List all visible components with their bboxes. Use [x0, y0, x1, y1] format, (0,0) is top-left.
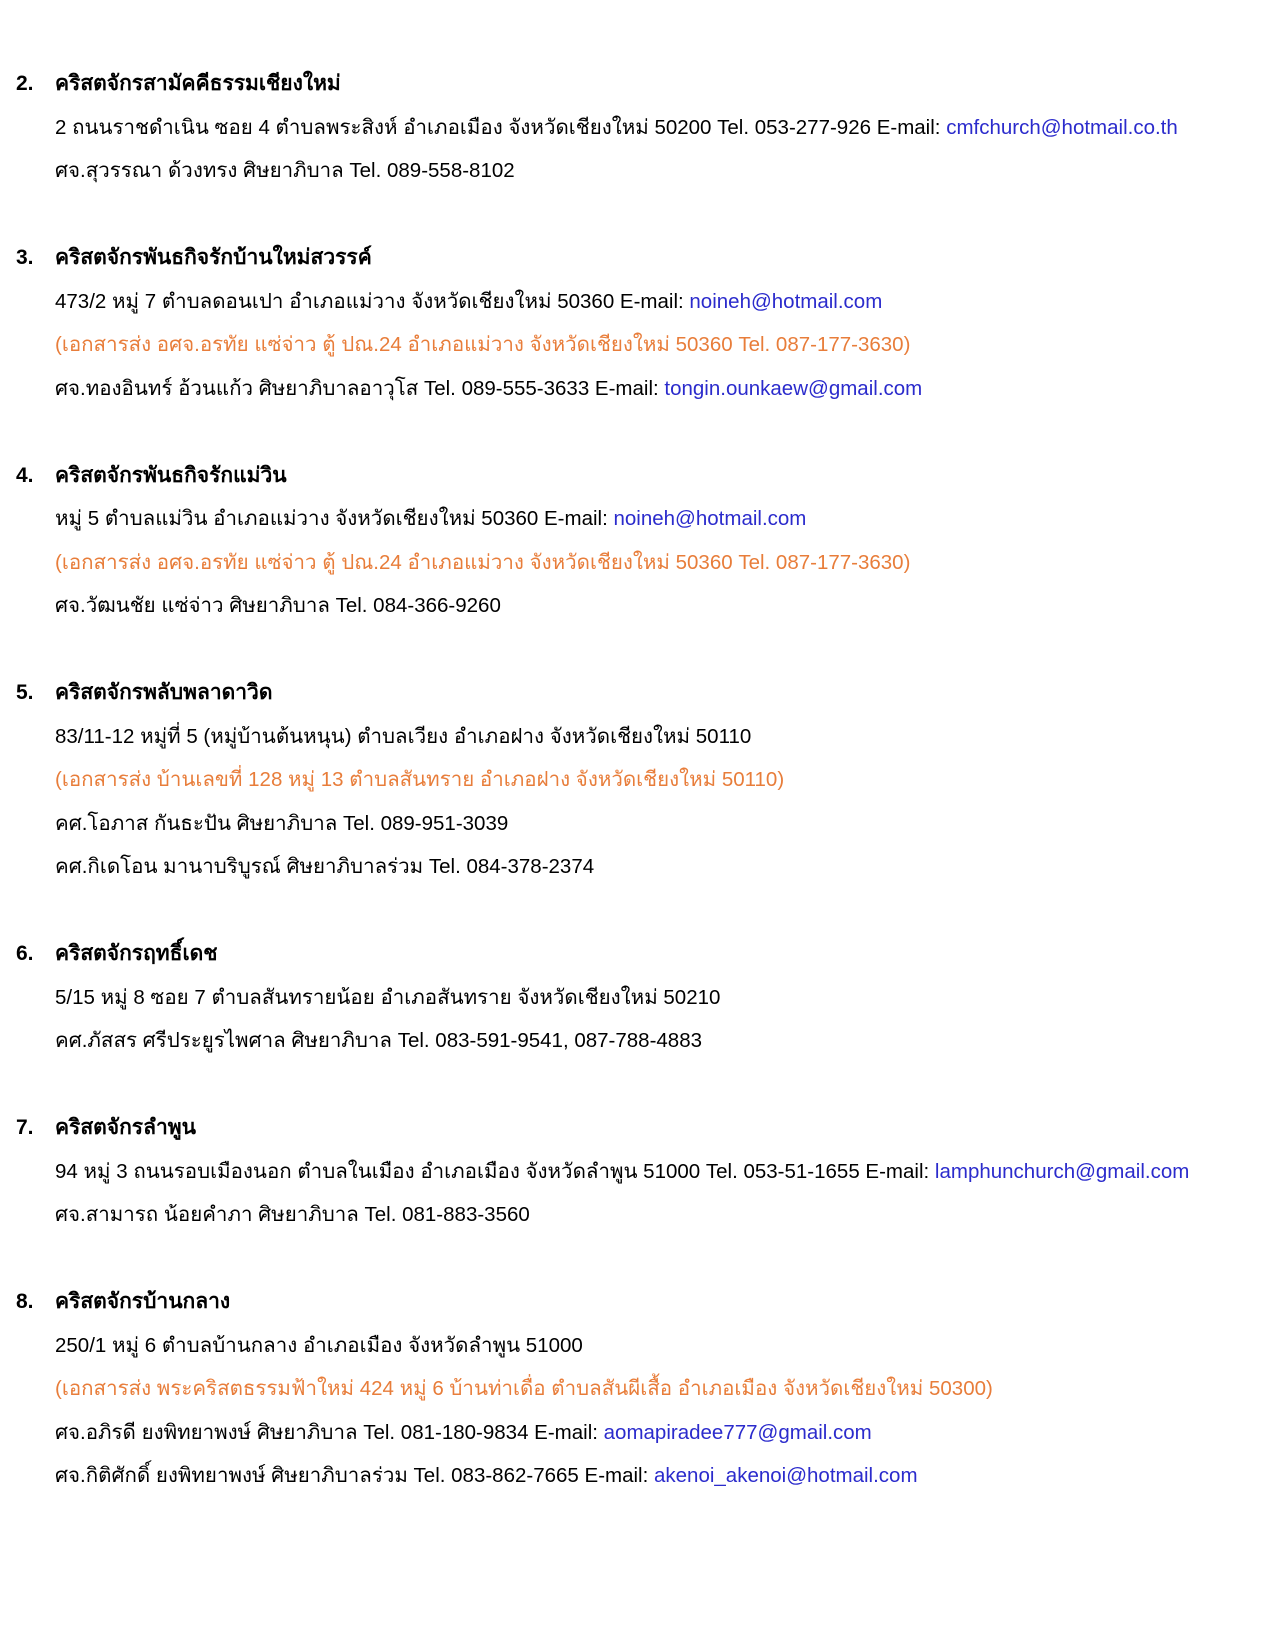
email-link[interactable]: lamphunchurch@gmail.com	[934, 1159, 1190, 1183]
mailing-note-line	[16, 758, 1245, 802]
church-title: คริสตจักรลำพูน	[55, 1116, 196, 1139]
detail-text: 94 หมู่ 3 ถนนรอบเมืองนอก ตำบลในเมือง อำเภอเมือง จังหวัดลำพูน 51000 Tel. 053-51-1655 E-mail:	[55, 1159, 935, 1183]
detail-line	[16, 1454, 1245, 1498]
detail-text: ศจ.สามารถ น้อยคำภา ศิษยาภิบาล Tel. 081-883-3560	[55, 1203, 530, 1226]
email-link[interactable]: tongin.ounkaew@gmail.com	[664, 376, 923, 400]
detail-text: 250/1 หมู่ 6 ตำบลบ้านกลาง อำเภอเมือง จังหวัดลำพูน 51000	[55, 1333, 583, 1357]
church-title: คริสตจักรพลับพลาดาวิด	[55, 681, 273, 704]
church-heading	[16, 236, 1245, 280]
church-section	[16, 932, 1245, 1063]
detail-line	[16, 845, 1245, 889]
church-heading	[16, 1280, 1245, 1324]
detail-line	[16, 1019, 1245, 1063]
church-heading	[16, 1106, 1245, 1150]
church-title: คริสตจักรพันธกิจรักบ้านใหม่สวรรค์	[55, 246, 372, 269]
church-heading	[16, 62, 1245, 106]
church-heading	[16, 932, 1245, 976]
mailing-note-line	[16, 1367, 1245, 1411]
detail-line	[16, 584, 1245, 628]
email-link[interactable]: akenoi_akenoi@hotmail.com	[654, 1464, 918, 1487]
church-section	[16, 671, 1245, 889]
detail-text: ศจ.วัฒนชัย แซ่จ่าว ศิษยาภิบาล Tel. 084-366-9260	[55, 594, 501, 617]
church-title: คริสตจักรบ้านกลาง	[55, 1290, 231, 1313]
list-number: 7.	[16, 1116, 34, 1139]
detail-text: ศจ.สุวรรณา ด้วงทรง ศิษยาภิบาล Tel. 089-558-8102	[55, 159, 515, 182]
detail-text: 83/11-12 หมู่ที่ 5 (หมู่บ้านต้นหนุน) ตำบลเวียง อำเภอฝาง จังหวัดเชียงใหม่ 50110	[55, 724, 752, 748]
list-number: 2.	[16, 72, 34, 95]
mailing-note-text: (เอกสารส่ง อศจ.อรทัย แซ่จ่าว ตู้ ปณ.24 อำเภอแม่วาง จังหวัดเชียงใหม่ 50360 Tel. 087-177-3630)	[55, 550, 911, 574]
detail-text: หมู่ 5 ตำบลแม่วิน อำเภอแม่วาง จังหวัดเชียงใหม่ 50360 E-mail:	[55, 507, 614, 530]
detail-line	[16, 1411, 1245, 1455]
detail-line	[16, 149, 1245, 193]
email-link[interactable]: noineh@hotmail.com	[689, 289, 883, 313]
email-link[interactable]: noineh@hotmail.com	[613, 507, 807, 530]
church-title: คริสตจักรพันธกิจรักแม่วิน	[55, 463, 287, 487]
detail-text: ศจ.ทองอินทร์ อ้วนแก้ว ศิษยาภิบาลอาวุโส Tel. 089-555-3633 E-mail:	[55, 376, 665, 400]
church-section	[16, 1280, 1245, 1498]
detail-line	[16, 497, 1245, 541]
church-title: คริสตจักรฤทธิ์เดช	[55, 942, 218, 965]
list-number: 4.	[16, 463, 34, 487]
mailing-note-text: (เอกสารส่ง พระคริสตธรรมฟ้าใหม่ 424 หมู่ 6 บ้านท่าเดื่อ ตำบลสันผีเสื้อ อำเภอเมือง จังหวัดเชียงใหม่ 50300)	[55, 1377, 993, 1400]
detail-line	[16, 367, 1245, 411]
detail-line	[16, 802, 1245, 846]
detail-text: 473/2 หมู่ 7 ตำบลดอนเปา อำเภอแม่วาง จังหวัดเชียงใหม่ 50360 E-mail:	[55, 289, 690, 313]
list-number: 5.	[16, 681, 34, 704]
mailing-note-text: (เอกสารส่ง บ้านเลขที่ 128 หมู่ 13 ตำบลสันทราย อำเภอฝาง จังหวัดเชียงใหม่ 50110)	[55, 768, 785, 791]
detail-text: คศ.กิเดโอน มานาบริบูรณ์ ศิษยาภิบาลร่วม Tel. 084-378-2374	[55, 855, 595, 878]
list-number: 3.	[16, 246, 34, 269]
detail-text: ศจ.อภิรดี ยงพิทยาพงษ์ ศิษยาภิบาล Tel. 081-180-9834 E-mail:	[55, 1420, 604, 1444]
detail-line	[16, 280, 1245, 324]
mailing-note-text: (เอกสารส่ง อศจ.อรทัย แซ่จ่าว ตู้ ปณ.24 อำเภอแม่วาง จังหวัดเชียงใหม่ 50360 Tel. 087-177-3630)	[55, 333, 911, 356]
church-section	[16, 62, 1245, 193]
email-link[interactable]: cmfchurch@hotmail.co.th	[946, 115, 1178, 139]
detail-line	[16, 106, 1245, 150]
list-number: 8.	[16, 1290, 34, 1313]
detail-line	[16, 1150, 1245, 1194]
detail-line	[16, 976, 1245, 1020]
detail-text: 2 ถนนราชดำเนิน ซอย 4 ตำบลพระสิงห์ อำเภอเมือง จังหวัดเชียงใหม่ 50200 Tel. 053-277-926 E-mail:	[55, 115, 947, 139]
church-directory-list	[16, 62, 1245, 1498]
detail-text: ศจ.กิติศักดิ์ ยงพิทยาพงษ์ ศิษยาภิบาลร่วม Tel. 083-862-7665 E-mail:	[55, 1464, 654, 1487]
detail-text: 5/15 หมู่ 8 ซอย 7 ตำบลสันทรายน้อย อำเภอสันทราย จังหวัดเชียงใหม่ 50210	[55, 985, 721, 1009]
detail-line	[16, 1193, 1245, 1237]
detail-line	[16, 715, 1245, 759]
church-section	[16, 454, 1245, 628]
mailing-note-line	[16, 323, 1245, 367]
church-title: คริสตจักรสามัคคีธรรมเชียงใหม่	[55, 72, 341, 95]
detail-text: คศ.ภัสสร ศรีประยูรไพศาล ศิษยาภิบาล Tel. 083-591-9541, 087-788-4883	[55, 1029, 703, 1052]
mailing-note-line	[16, 541, 1245, 585]
church-section	[16, 236, 1245, 410]
email-link[interactable]: aomapiradee777@gmail.com	[603, 1420, 872, 1444]
detail-line	[16, 1324, 1245, 1368]
church-heading	[16, 454, 1245, 498]
church-section	[16, 1106, 1245, 1237]
list-number: 6.	[16, 942, 34, 965]
detail-text: คศ.โอภาส กันธะปัน ศิษยาภิบาล Tel. 089-951-3039	[55, 811, 509, 835]
church-heading	[16, 671, 1245, 715]
